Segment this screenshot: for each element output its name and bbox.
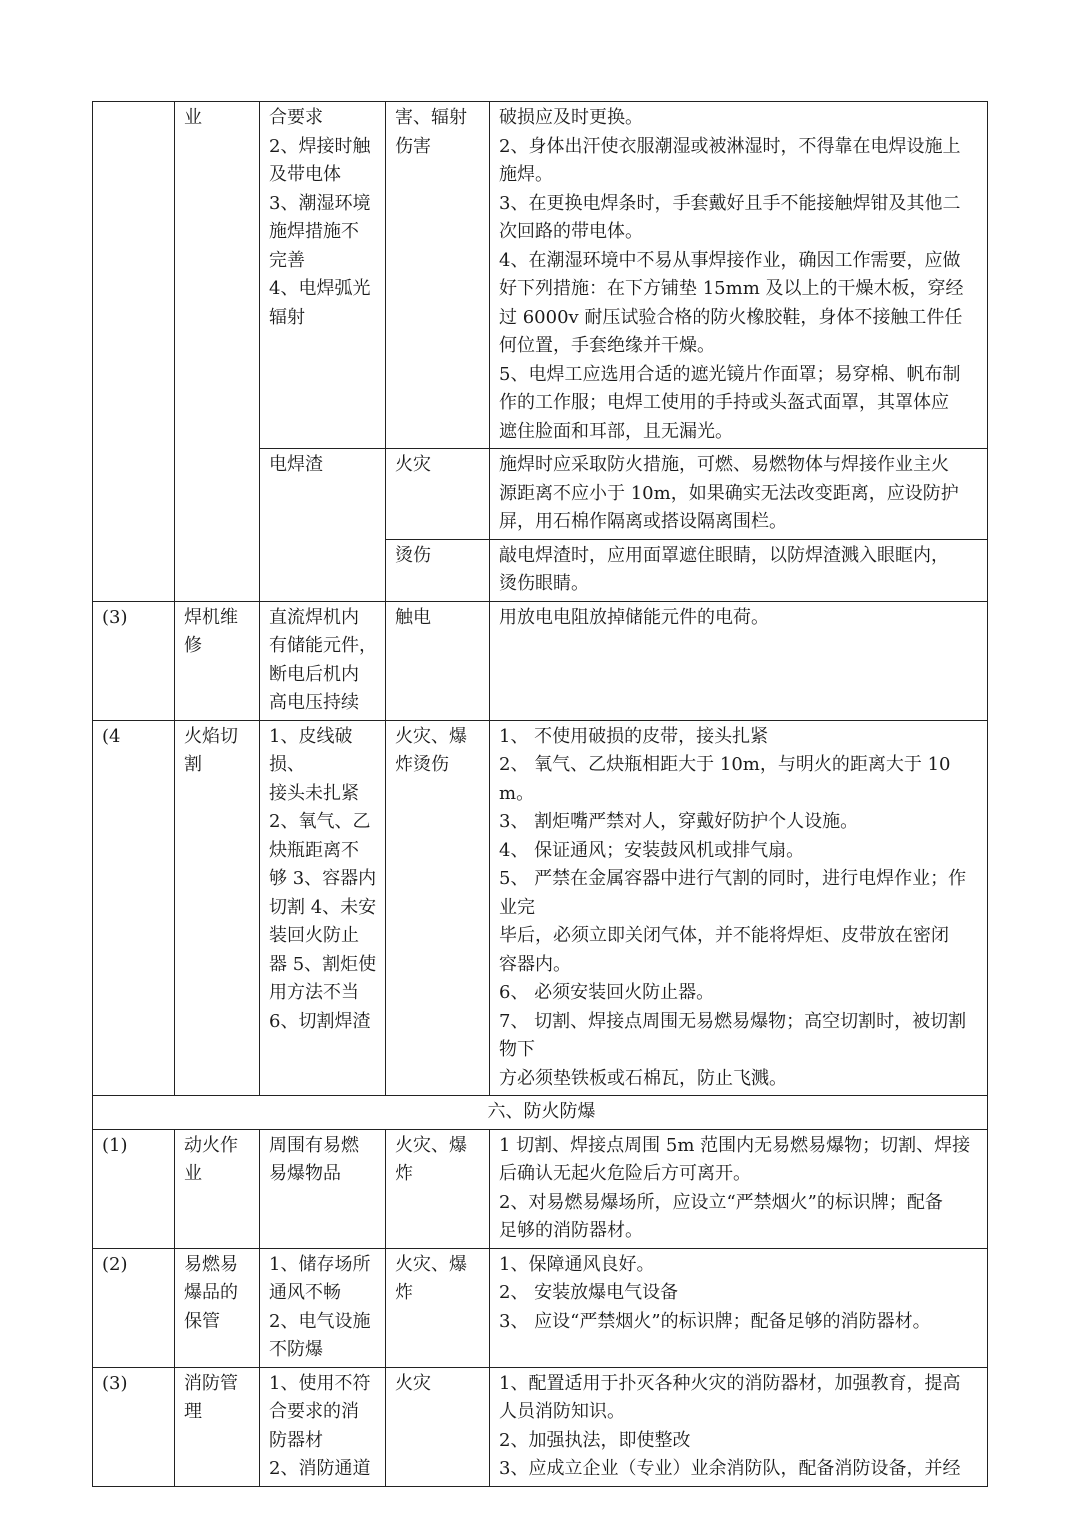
measure-line: 用放电电阻放掉储能元件的电荷。 [499, 606, 769, 628]
measure-line: 2、加强执法，即使整改 [499, 1429, 691, 1451]
cause-line: 高电压持续 [269, 692, 359, 713]
measure-line: 后确认无起火危险后方可离开。 [499, 1163, 751, 1184]
measure-line: 1、配置适用于扑灭各种火灾的消防器材，加强教育，提高 [499, 1372, 961, 1394]
row-number: (1) [102, 1134, 128, 1156]
measure-line: 烫伤眼睛。 [499, 573, 589, 594]
consequence-cell [386, 102, 490, 449]
measure-line: 4、 保证通风；安装鼓风机或排气扇。 [499, 839, 805, 861]
hazard-cause-cell [260, 1129, 386, 1248]
consequence-line: 炸烫伤 [395, 754, 449, 775]
work-item-cell [175, 102, 260, 602]
measure-line: 施焊。 [499, 164, 553, 185]
measure-line: 施焊时应采取防火措施，可燃、易燃物体与焊接作业主火 [499, 454, 949, 475]
consequence-line: 火灾、爆 [395, 1134, 467, 1156]
measure-line: 好下列措施：在下方铺垫 15mm 及以上的干燥木板，穿经 [499, 278, 964, 299]
work-item-line: 火焰切 [184, 725, 238, 747]
consequence-line: 火灾、爆 [395, 725, 467, 747]
work-item-line: 易燃易 [184, 1253, 238, 1275]
measure-line: 2、对易燃易爆场所，应设立“严禁烟火”的标识牌；配备 [499, 1191, 943, 1213]
cause-line: 6、切割焊渣 [269, 1010, 371, 1032]
work-item-line: 修 [184, 635, 202, 656]
cause-line: 辐射 [269, 306, 305, 328]
measure-line: 过 6000v 耐压试验合格的防火橡胶鞋，身体不接触工件任 [499, 306, 963, 328]
measure-line: 方必须垫铁板或石棉瓦，防止飞溅。 [499, 1067, 787, 1089]
work-item-line: 焊机维 [184, 606, 238, 628]
consequence-cell [386, 1129, 490, 1248]
measure-line: 源距离不应小于 10m，如果确实无法改变距离，应设防护 [499, 482, 959, 504]
work-item-cell [175, 1248, 260, 1367]
consequence-cell [386, 1248, 490, 1367]
hazard-cause-cell [260, 449, 386, 602]
hazard-table [92, 101, 988, 1487]
consequence-cell [386, 1367, 490, 1486]
cause-line: 2、电气设施 [269, 1310, 371, 1332]
measure-line: 破损应及时更换。 [499, 107, 643, 128]
work-item-line: 理 [184, 1401, 202, 1422]
cause-line: 直流焊机内 [269, 606, 359, 628]
cause-line: 1、储存场所 [269, 1253, 371, 1275]
row-number: (3) [102, 1372, 128, 1394]
work-item-cell [175, 1367, 260, 1486]
cause-line: 用方法不当 [269, 982, 359, 1003]
measure-line: 足够的消防器材。 [499, 1220, 643, 1241]
consequence-line: 害、辐射 [395, 107, 467, 128]
section-title-cell [93, 1096, 988, 1130]
measure-line: 何位置，手套绝缘并干燥。 [499, 335, 715, 356]
consequence-line: 伤害 [395, 135, 431, 157]
consequence-line: 炸 [395, 1163, 413, 1184]
cause-line: 有储能元件， [269, 635, 377, 656]
consequence-line: 火灾 [395, 454, 431, 475]
cause-line: 4、电焊弧光 [269, 278, 371, 299]
measure-line: 敲电焊渣时，应用面罩遮住眼睛，以防焊渣溅入眼眶内， [499, 544, 949, 566]
table-row [93, 1248, 988, 1367]
measure-line: 容器内。 [499, 953, 571, 975]
consequence-cell [386, 601, 490, 720]
section-title: 六、防火防爆 [487, 1101, 596, 1122]
row-number-cell [93, 1248, 175, 1367]
consequence-cell [386, 449, 490, 540]
work-item-line: 动火作 [184, 1134, 238, 1156]
cause-line: 通风不畅 [269, 1282, 341, 1303]
row-number: (4 [102, 725, 121, 747]
row-number-cell [93, 601, 175, 720]
table-row [93, 601, 988, 720]
measure-line: 1 切割、焊接点周围 5m 范围内无易燃易爆物；切割、焊接 [499, 1134, 971, 1156]
work-item-cell [175, 720, 260, 1096]
cause-line: 防器材 [269, 1429, 323, 1451]
cause-line: 电焊渣 [269, 454, 323, 475]
cause-line: 2、消防通道 [269, 1458, 371, 1479]
work-item-line: 保管 [184, 1310, 220, 1332]
cause-line: 1、皮线破损、 [269, 725, 353, 775]
measures-cell [490, 102, 988, 449]
cause-line: 够 3、容器内 [269, 868, 377, 889]
cause-line: 完善 [269, 249, 305, 271]
work-item-line: 消防管 [184, 1372, 238, 1394]
measures-cell [490, 1129, 988, 1248]
cause-line: 切割 4、未安 [269, 896, 377, 918]
table-row [93, 1367, 988, 1486]
cause-line: 装回火防止 [269, 925, 359, 946]
cause-line: 及带电体 [269, 164, 341, 185]
cause-line: 器 5、割炬使 [269, 953, 377, 975]
cause-line: 3、潮湿环境 [269, 192, 371, 214]
measure-line: 5、 严禁在金属容器中进行气割的同时，进行电焊作业；作 [499, 868, 967, 889]
measure-line: 毕后，必须立即关闭气体，并不能将焊炬、皮带放在密闭 [499, 925, 949, 946]
measure-line: 屏，用石棉作隔离或搭设隔离围栏。 [499, 511, 787, 532]
measure-line: 1、 不使用破损的皮带，接头扎紧 [499, 725, 769, 747]
measures-cell [490, 720, 988, 1096]
work-item-line: 爆品的 [184, 1282, 238, 1303]
hazard-cause-cell [260, 720, 386, 1096]
row-number-cell [93, 720, 175, 1096]
work-item-line: 割 [184, 754, 202, 775]
measures-cell [490, 1367, 988, 1486]
measure-line: 2、身体出汗使衣服潮湿或被淋湿时，不得靠在电焊设施上 [499, 135, 961, 157]
measure-line: 3、 割炬嘴严禁对人，穿戴好防护个人设施。 [499, 811, 859, 832]
measure-line: 5、电焊工应选用合适的遮光镜片作面罩；易穿棉、帆布制 [499, 363, 961, 385]
work-item-cell [175, 1129, 260, 1248]
measure-line: 人员消防知识。 [499, 1401, 625, 1422]
consequence-cell [386, 539, 490, 601]
measures-cell [490, 449, 988, 540]
row-number-cell [93, 1367, 175, 1486]
cause-line: 接头未扎紧 [269, 782, 359, 804]
table-row [93, 1129, 988, 1248]
row-number: (2) [102, 1253, 128, 1275]
measure-line: 3、应成立企业（专业）业余消防队，配备消防设备，并经 [499, 1458, 961, 1479]
cause-line: 断电后机内 [269, 663, 359, 685]
measure-line: 作的工作服；电焊工使用的手持或头盔式面罩，其罩体应 [499, 392, 949, 413]
consequence-cell [386, 720, 490, 1096]
cause-line: 周围有易燃 [269, 1134, 359, 1156]
measures-cell [490, 1248, 988, 1367]
hazard-cause-cell [260, 601, 386, 720]
row-number: (3) [102, 606, 128, 628]
measure-line: 遮住脸面和耳部，且无漏光。 [499, 420, 733, 442]
consequence-line: 烫伤 [395, 544, 431, 566]
measures-cell [490, 539, 988, 601]
hazard-cause-cell [260, 1248, 386, 1367]
cause-line: 易爆物品 [269, 1163, 341, 1184]
consequence-line: 火灾 [395, 1372, 431, 1394]
section-row [93, 1096, 988, 1130]
row-number-cell [93, 102, 175, 602]
measure-line: 业完 [499, 896, 535, 918]
hazard-cause-cell [260, 102, 386, 449]
measures-cell [490, 601, 988, 720]
measure-line: 7、 切割、焊接点周围无易燃易爆物；高空切割时，被切割 [499, 1010, 967, 1032]
measure-line: 2、 安装放爆电气设备 [499, 1282, 679, 1303]
cause-line: 不防爆 [269, 1339, 323, 1360]
consequence-line: 触电 [395, 606, 431, 628]
measure-line: 2、 氧气、乙炔瓶相距大于 10m，与明火的距离大于 10m。 [499, 754, 951, 804]
cause-line: 合要求 [269, 107, 323, 128]
consequence-line: 火灾、爆 [395, 1253, 467, 1275]
row-number-cell [93, 1129, 175, 1248]
cause-line: 施焊措施不 [269, 221, 359, 242]
work-item-cell [175, 601, 260, 720]
measure-line: 4、在潮湿环境中不易从事焊接作业，确因工作需要，应做 [499, 249, 961, 271]
work-item: 业 [184, 107, 202, 128]
consequence-line: 炸 [395, 1282, 413, 1303]
cause-line: 1、使用不符 [269, 1372, 371, 1394]
measure-line: 物下 [499, 1039, 535, 1060]
measure-line: 6、 必须安装回火防止器。 [499, 982, 715, 1003]
table-row [93, 102, 988, 449]
measure-line: 次回路的带电体。 [499, 221, 643, 242]
cause-line: 2、焊接时触 [269, 135, 371, 157]
work-item-line: 业 [184, 1163, 202, 1184]
hazard-cause-cell [260, 1367, 386, 1486]
measure-line: 1、保障通风良好。 [499, 1253, 655, 1275]
cause-line: 合要求的消 [269, 1401, 359, 1422]
measure-line: 3、 应设“严禁烟火”的标识牌；配备足够的消防器材。 [499, 1310, 931, 1332]
measure-line: 3、在更换电焊条时，手套戴好且手不能接触焊钳及其他二 [499, 192, 961, 214]
cause-line: 2、氧气、乙 [269, 811, 371, 832]
cause-line: 炔瓶距离不 [269, 839, 359, 861]
table-row [93, 720, 988, 1096]
